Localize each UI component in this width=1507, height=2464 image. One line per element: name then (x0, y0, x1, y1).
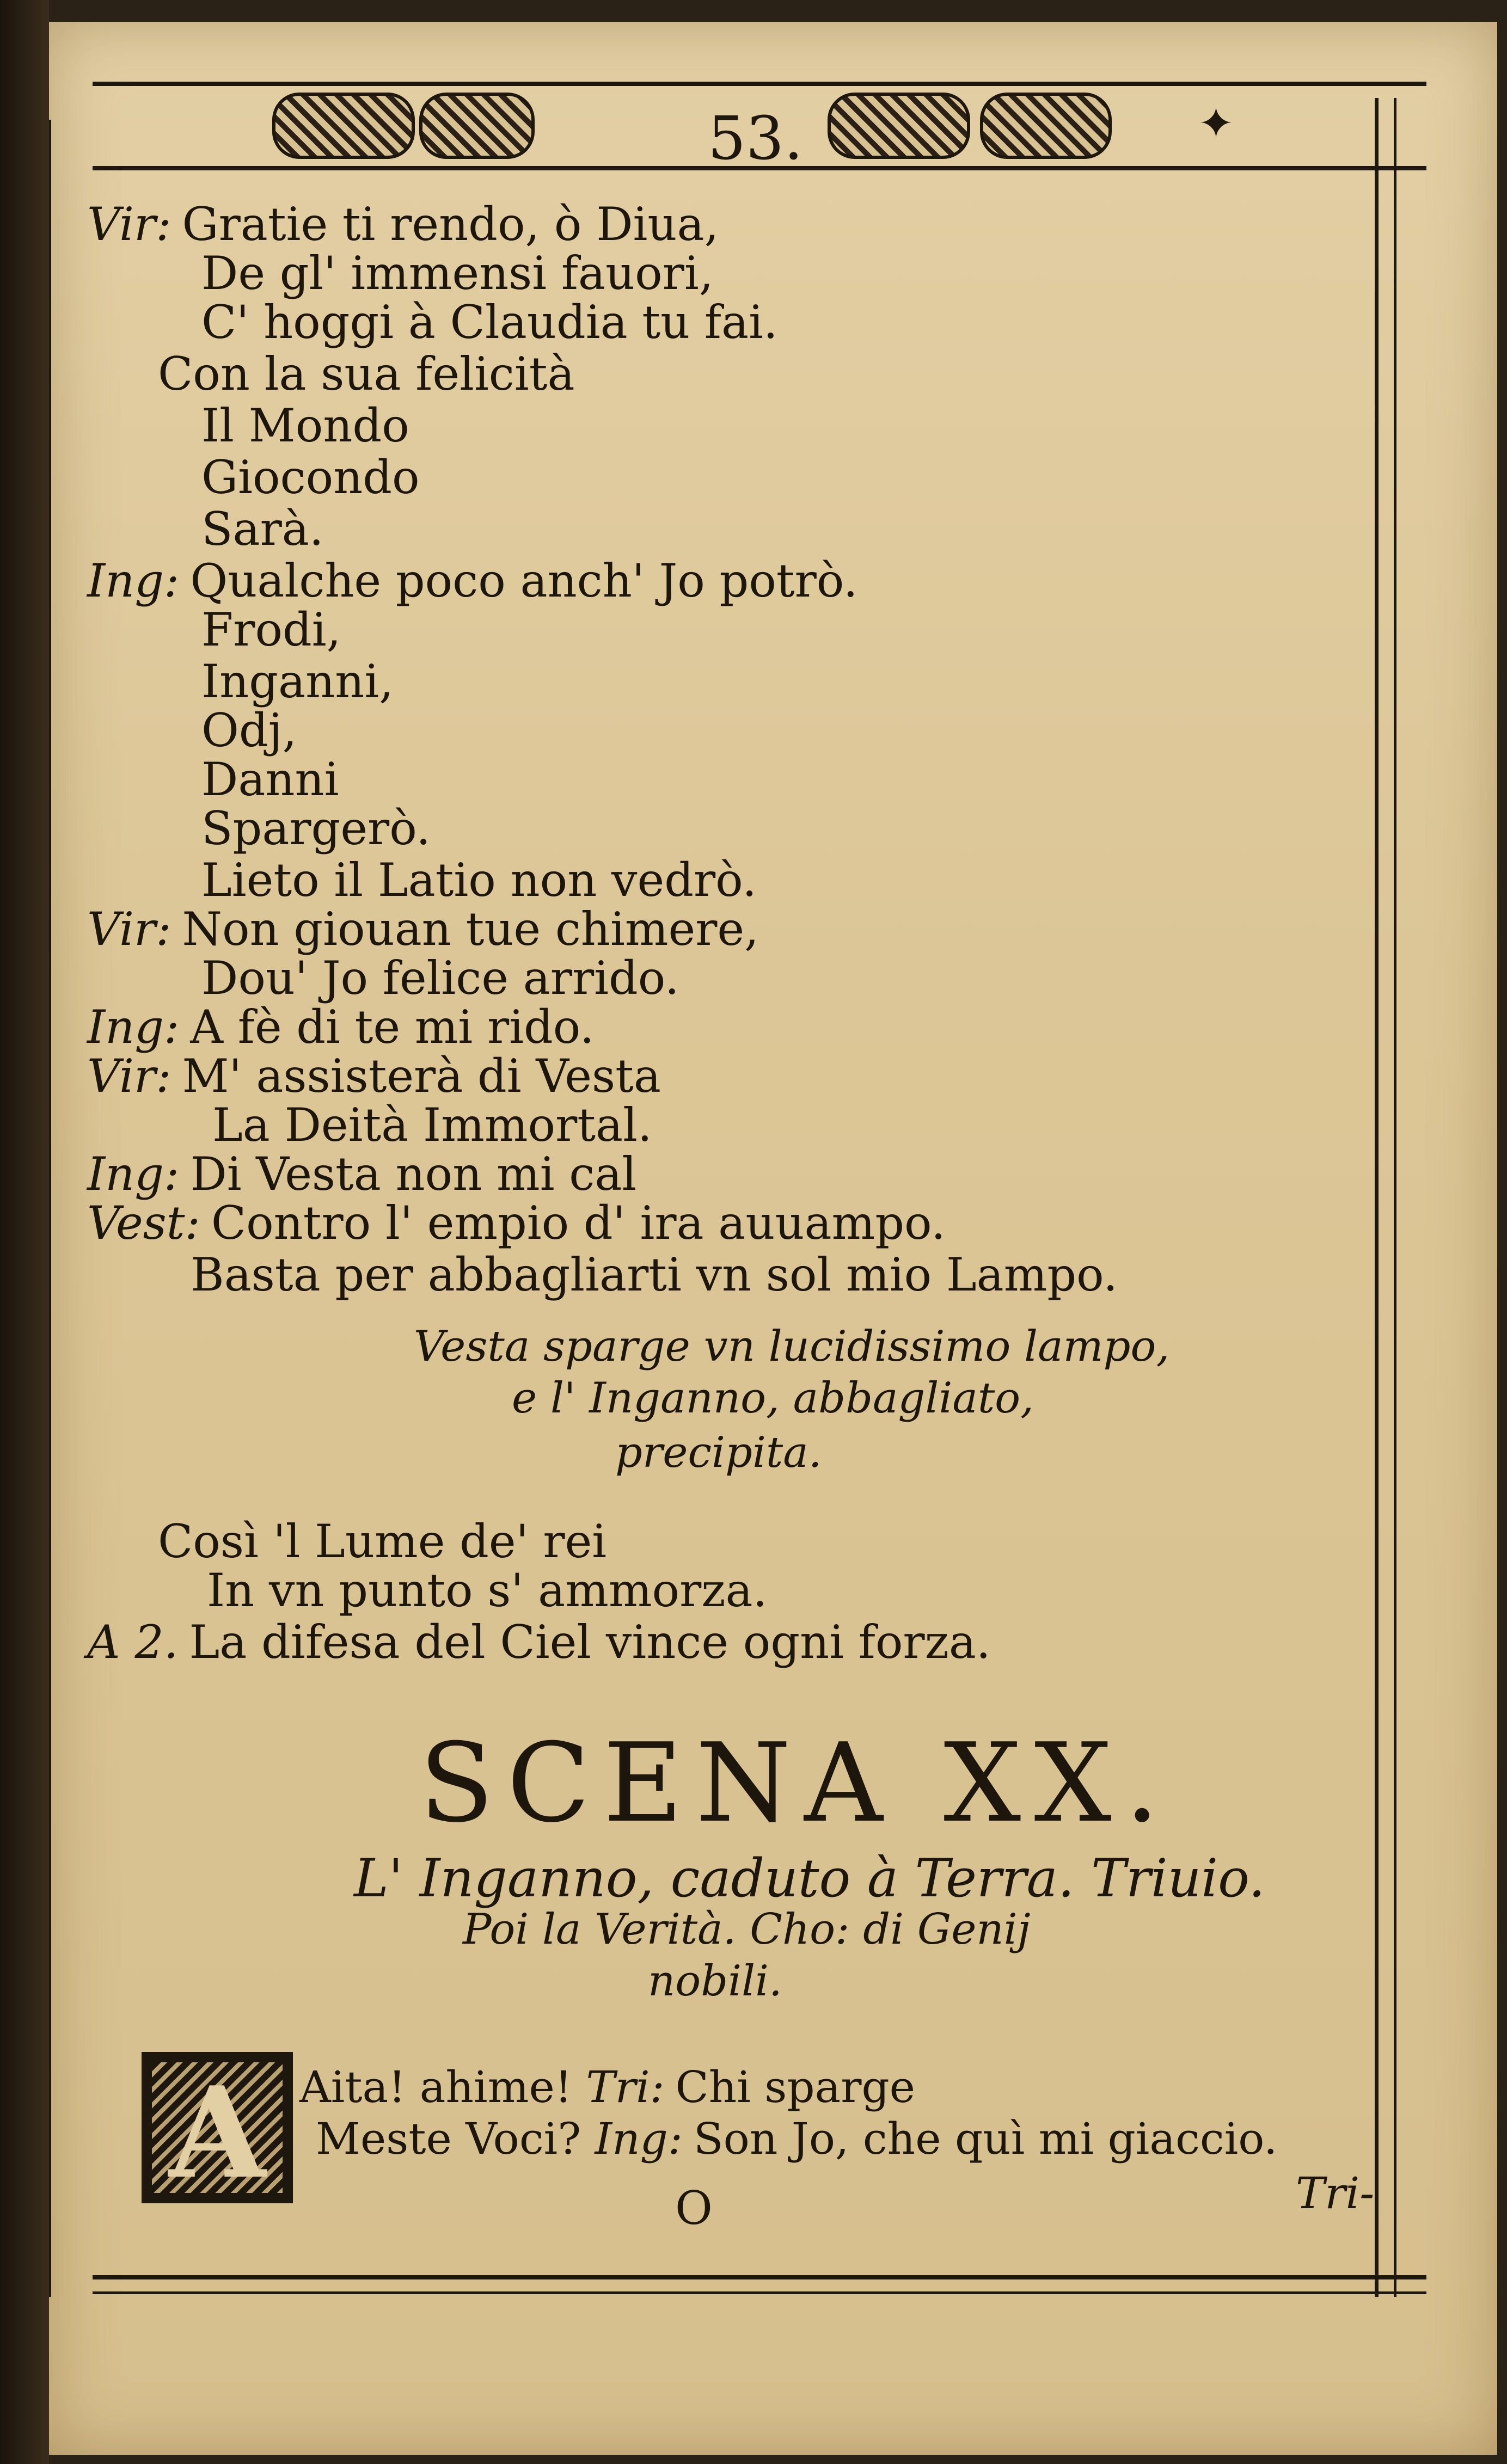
stage-direction-line: precipita. (615, 1428, 822, 1477)
verse-line: Odj, (201, 704, 297, 757)
ornament-icon (828, 93, 970, 159)
verse-line: Ing: A fè di te mi rido. (87, 1000, 595, 1054)
ornament-icon (980, 93, 1112, 159)
stage-direction-line: e l' Inganno, abbagliato, (512, 1374, 1034, 1423)
scene-subtitle: Poi la Verità. Cho: di Genij (463, 1905, 1031, 1954)
verse-line: Dou' Jo felice arrido. (201, 951, 679, 1005)
verse-line: De gl' immensi fauori, (201, 247, 714, 300)
ornament-icon (419, 93, 535, 159)
verse-line: Frodi, (201, 603, 341, 656)
verse-line: Con la sua felicità (158, 347, 575, 401)
signature-mark: O (675, 2182, 713, 2235)
verse-line: Inganni, (201, 655, 394, 708)
bottom-rule (93, 2275, 1426, 2279)
bottom-rule-2 (93, 2291, 1426, 2294)
verse-line: Meste Voci? Ing: Son Jo, che quì mi giaccio. (316, 2113, 1278, 2164)
drop-cap-letter: A (168, 2060, 266, 2207)
ornament-icon (272, 93, 415, 159)
verse-line: In vn punto s' ammorza. (207, 1564, 768, 1617)
scene-subtitle: L' Inganno, caduto à Terra. Triuio. (354, 1848, 1265, 1909)
scene-subtitle: nobili. (648, 1957, 782, 2006)
verse-line: Vir: Non giouan tue chimere, (87, 902, 759, 956)
verse-line: Vest: Contro l' empio d' ira auuampo. (87, 1196, 946, 1250)
stage-direction-line: Vesta sparge vn lucidissimo lampo, (414, 1322, 1170, 1371)
verse-line: Aita! ahime! Tri: Chi sparge (299, 2062, 916, 2112)
catchword: Tri- (1296, 2168, 1375, 2219)
verse-line: Sarà. (201, 502, 324, 556)
header-mark-icon: ✦ (1198, 98, 1235, 149)
verse-line: La Deità Immortal. (212, 1098, 652, 1152)
drop-cap-initial (142, 2052, 293, 2207)
top-rule (93, 82, 1426, 86)
verse-line: Basta per abbagliarti vn sol mio Lampo. (191, 1248, 1118, 1301)
verse-line: Ing: Di Vesta non mi cal (87, 1147, 637, 1201)
verse-line: C' hoggi à Claudia tu fai. (201, 296, 778, 349)
verse-line: Danni (201, 753, 339, 806)
scene-title: SCENA XX. (419, 1720, 1173, 1847)
left-frame-rule (49, 120, 51, 2297)
verse-line: A 2. La difesa del Ciel vince ogni forza. (87, 1615, 991, 1669)
verse-line: Giocondo (201, 451, 420, 504)
verse-line: Vir: M' assisterà di Vesta (87, 1049, 661, 1103)
verse-line: Lieto il Latio non vedrò. (201, 853, 757, 907)
verse-line: Ing: Qualche poco anch' Jo potrò. (87, 554, 858, 607)
page-number: 53. (708, 103, 803, 173)
verse-line: Il Mondo (201, 399, 409, 452)
right-frame-rule (1375, 98, 1379, 2297)
right-frame-rule-2 (1394, 98, 1396, 2297)
verse-line: Spargerò. (201, 802, 431, 855)
verse-line: Vir: Gratie ti rendo, ò Diua, (87, 198, 719, 251)
book-page (49, 22, 1497, 2455)
book-gutter (0, 0, 49, 2464)
verse-line: Così 'l Lume de' rei (158, 1515, 607, 1568)
